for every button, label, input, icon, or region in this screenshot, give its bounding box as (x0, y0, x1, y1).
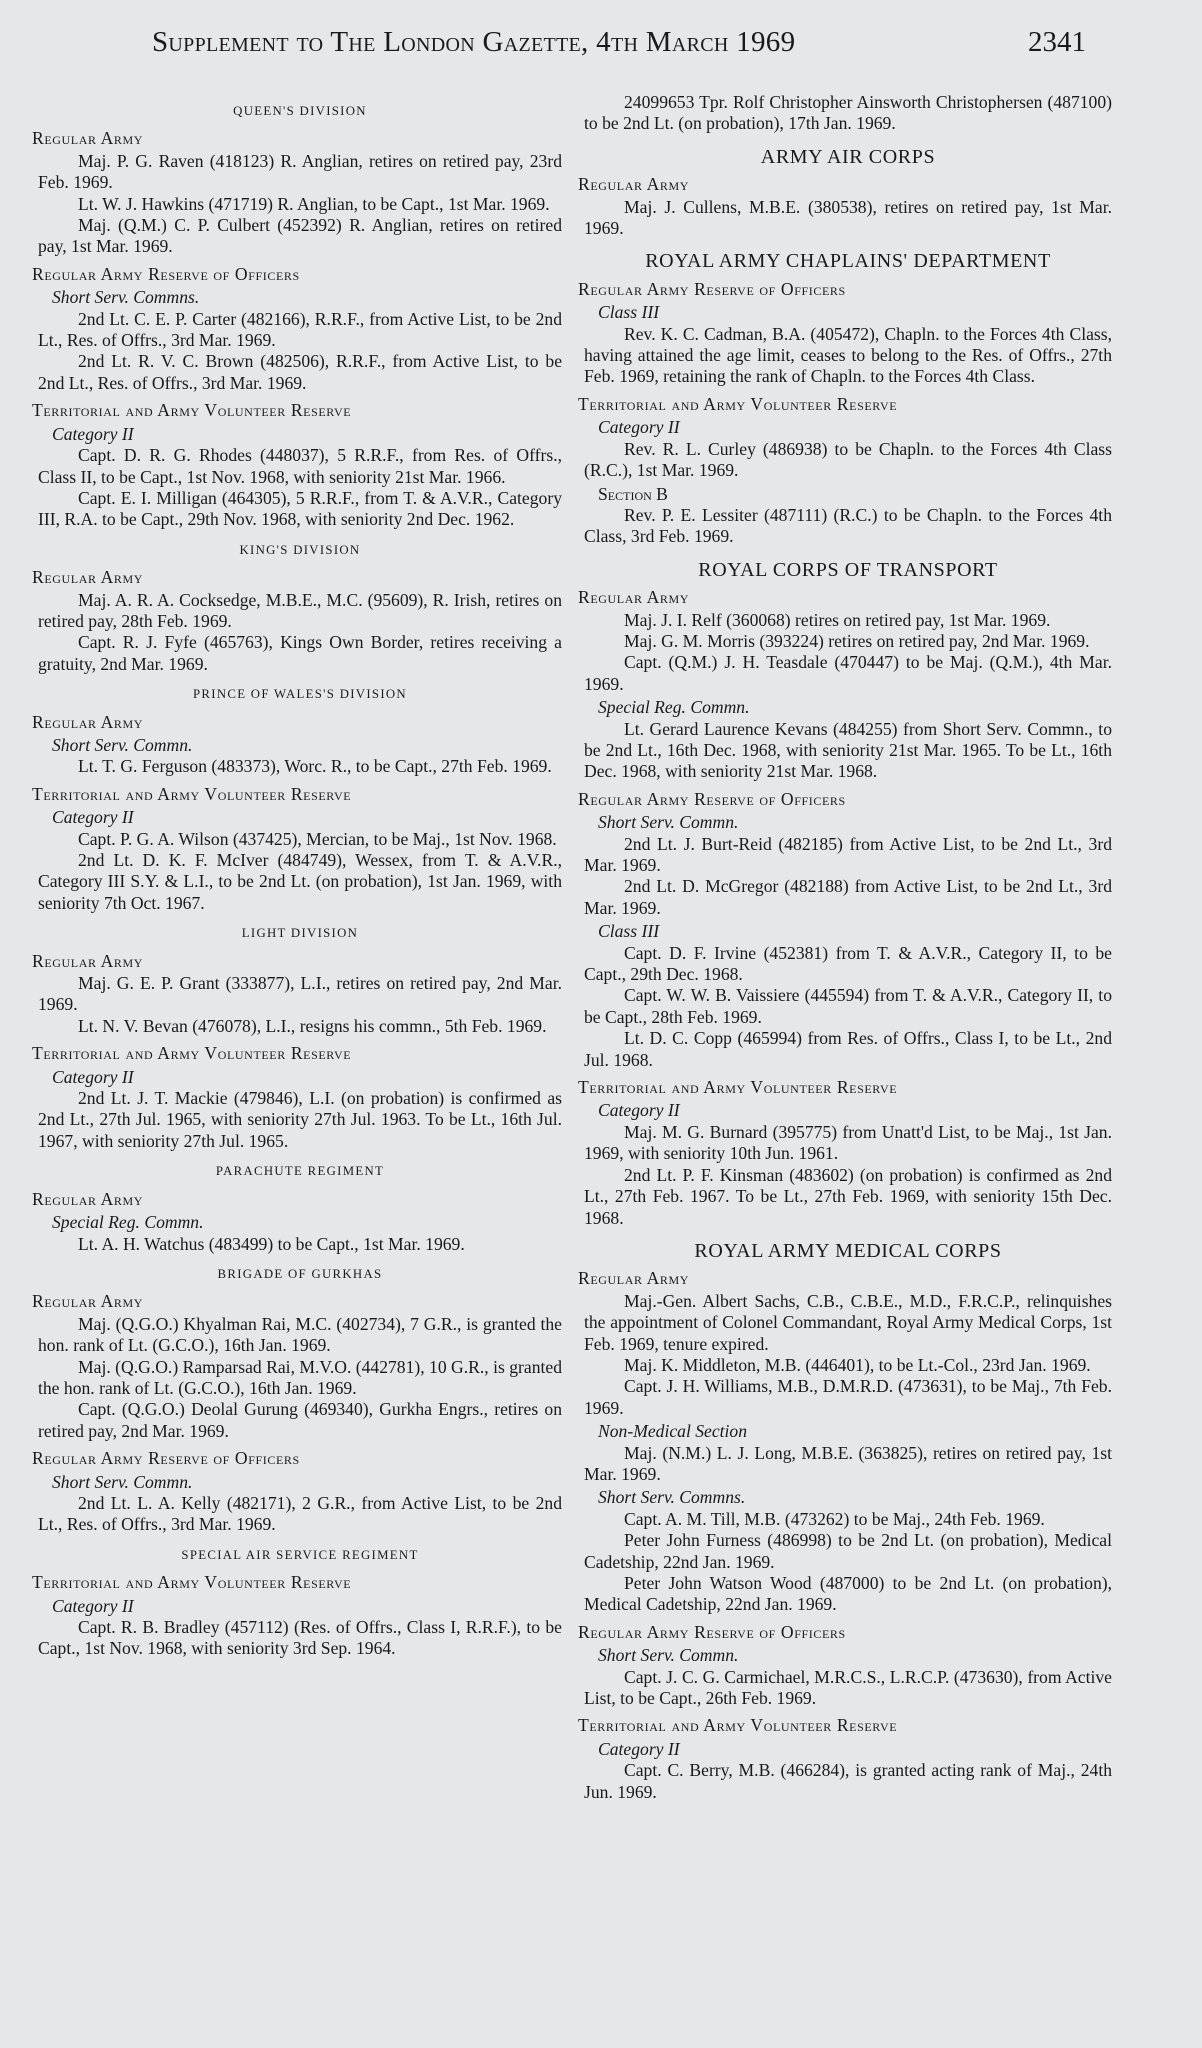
gazette-entry: 2nd Lt. D. K. F. McIver (484749), Wessex, from T. & A.V.R., Category III S.Y. & L.I., to be 2nd Lt. (on probation), 1st Jan. 1969, with seniority 7th Oct. 1967. (38, 850, 562, 913)
subsection-heading: Category II (52, 423, 134, 444)
gazette-entry: Maj. J. Cullens, M.B.E. (380538), retires on retired pay, 1st Mar. 1969. (584, 196, 1112, 239)
section-heading: Regular Army (32, 711, 144, 732)
subsection-heading: Short Serv. Commn. (598, 812, 739, 833)
subsection-heading: Special Reg. Commn. (598, 697, 750, 718)
section-heading: Regular Army Reserve of Officers (578, 278, 846, 299)
division-heading: SPECIAL AIR SERVICE REGIMENT (181, 1547, 419, 1562)
section-heading: Regular Army (578, 1268, 690, 1289)
entries-block (38, 590, 562, 676)
entries-block (584, 943, 1112, 1071)
subsection-heading: Category II (598, 1738, 680, 1759)
right-column (578, 92, 1118, 2022)
gazette-entry: Maj. M. G. Burnard (395775) from Unatt'd List, to be Maj., 1st Jan. 1969, with seniority 10th Jun. 1961. (584, 1121, 1112, 1164)
entries-block (38, 151, 562, 258)
gazette-entry: 24099653 Tpr. Rolf Christopher Ainsworth Christophersen (487100) to be 2nd Lt. (on probation), 17th Jan. 1969. (584, 92, 1112, 134)
gazette-entry: Peter John Watson Wood (487000) to be 2nd Lt. (on probation), Medical Cadetship, 22nd Jan. 1969. (584, 1573, 1112, 1615)
gazette-entry: 2nd Lt. P. F. Kinsman (483602) (on probation) is confirmed as 2nd Lt., 27th Feb. 1967. To be Lt., 27th Feb. 1969, with seniority 15th Dec. 1968. (584, 1164, 1112, 1228)
subsection-heading: Section B (598, 483, 668, 504)
section-heading: Territorial and Army Volunteer Reserve (578, 393, 898, 414)
entries-block (584, 197, 1112, 240)
entries-block (584, 1443, 1112, 1486)
entries-block (584, 1122, 1112, 1229)
entries-block (38, 445, 562, 531)
section-heading: Regular Army (578, 587, 690, 608)
gazette-entry: Maj. (Q.M.) C. P. Culbert (452392) R. Anglian, retires on retired pay, 1st Mar. 1969. (38, 215, 562, 257)
division-heading: LIGHT DIVISION (241, 926, 359, 941)
subsection-heading: Category II (52, 1066, 134, 1087)
gazette-entry: Maj. (N.M.) L. J. Long, M.B.E. (363825), retires on retired pay, 1st Mar. 1969. (584, 1442, 1112, 1484)
section-heading: Regular Army (32, 567, 144, 588)
gazette-entry: Capt. D. R. G. Rhodes (448037), 5 R.R.F., from Res. of Offrs., Class II, to be Capt., 1st Nov. 1968, with seniority 21st Mar. 1966. (38, 445, 562, 487)
gazette-entry: Lt. N. V. Bevan (476078), L.I., resigns his commn., 5th Feb. 1969. (78, 1015, 547, 1036)
corps-heading: ROYAL ARMY MEDICAL CORPS (694, 1239, 1002, 1262)
entries-block (584, 1760, 1112, 1803)
gazette-entry: Capt. D. F. Irvine (452381) from T. & A.V.R., Category II, to be Capt., 29th Dec. 1968. (584, 942, 1112, 985)
gazette-entry: Maj. A. R. A. Cocksedge, M.B.E., M.C. (95609), R. Irish, retires on retired pay, 28th Feb. 1969. (38, 589, 562, 631)
entries-block (38, 1314, 562, 1442)
division-heading: QUEEN'S DIVISION (233, 104, 367, 118)
gazette-entry: Capt. J. C. G. Carmichael, M.R.C.S., L.R.C.P. (473630), from Active List, to be Capt., 26th Feb. 1969. (584, 1666, 1112, 1709)
gazette-entry: Lt. W. J. Hawkins (471719) R. Anglian, to be Capt., 1st Mar. 1969. (78, 193, 550, 214)
entries-block (584, 1667, 1112, 1710)
gazette-entry: Capt. C. Berry, M.B. (466284), is granted acting rank of Maj., 24th Jun. 1969. (584, 1760, 1112, 1802)
gazette-entry: Rev. P. E. Lessiter (487111) (R.C.) to be Chapln. to the Forces 4th Class, 3rd Feb. 1969. (584, 504, 1112, 547)
section-heading: Regular Army Reserve of Officers (578, 788, 846, 809)
page-number: 2341 (1028, 26, 1086, 58)
section-heading: Regular Army Reserve of Officers (578, 1621, 846, 1642)
gazette-entry: Maj. J. I. Relf (360068) retires on retired pay, 1st Mar. 1969. (624, 609, 1051, 630)
section-heading: Territorial and Army Volunteer Reserve (578, 1077, 898, 1098)
subsection-heading: Short Serv. Commn. (52, 1471, 193, 1492)
gazette-entry: Capt. R. J. Fyfe (465763), Kings Own Border, retires receiving a gratuity, 2nd Mar. 1969. (38, 632, 562, 674)
corps-heading: ARMY AIR CORPS (760, 145, 936, 168)
entries-block (38, 1617, 562, 1660)
gazette-entry: Capt. R. B. Bradley (457112) (Res. of Offrs., Class I, R.R.F.), to be Capt., 1st Nov. 1968, with seniority 3rd Sep. 1964. (38, 1617, 562, 1659)
gazette-entry: Maj. G. M. Morris (393224) retires on retired pay, 2nd Mar. 1969. (624, 630, 1090, 651)
entries-block (584, 439, 1112, 482)
gazette-title: Supplement to The London Gazette, 4th March 1969 (152, 26, 796, 58)
gazette-entry: Lt. T. G. Ferguson (483373), Worc. R., to be Capt., 27th Feb. 1969. (78, 756, 552, 777)
gazette-entry: 2nd Lt. R. V. C. Brown (482506), R.R.F., from Active List, to be 2nd Lt., Res. of Offrs., 3rd Mar. 1969. (38, 351, 562, 393)
gazette-entry: Capt. E. I. Milligan (464305), 5 R.R.F., from T. & A.V.R., Category III, R.A. to be Capt., 29th Nov. 1968, with seniority 2nd Dec. 1962. (38, 487, 562, 530)
gazette-entry: 2nd Lt. D. McGregor (482188) from Active List, to be 2nd Lt., 3rd Mar. 1969. (584, 876, 1112, 918)
gazette-entry: Lt. A. H. Watchus (483499) to be Capt., 1st Mar. 1969. (78, 1233, 465, 1254)
division-heading: PRINCE OF WALES'S DIVISION (193, 687, 407, 702)
section-heading: Regular Army (578, 174, 690, 195)
division-heading: BRIGADE OF GURKHAS (217, 1266, 383, 1281)
gazette-entry: Lt. D. C. Copp (465994) from Res. of Offrs., Class I, to be Lt., 2nd Jul. 1968. (584, 1028, 1112, 1070)
gazette-entry: Capt. W. W. B. Vaissiere (445594) from T. & A.V.R., Category II, to be Capt., 28th Feb. 1969. (584, 985, 1112, 1027)
gazette-entry: Maj. P. G. Raven (418123) R. Anglian, retires on retired pay, 23rd Feb. 1969. (38, 150, 562, 193)
gazette-entry: Lt. Gerard Laurence Kevans (484255) from Short Serv. Commn., to be 2nd Lt., 16th Dec. 1968, with seniority 21st Mar. 1965. To be Lt., 16th Dec. 1968, with seniority 21st Mar. 1968. (584, 718, 1112, 782)
gazette-entry: Rev. K. C. Cadman, B.A. (405472), Chapln. to the Forces 4th Class, having attained the age limit, ceases to belong to the Res. of Offrs., 27th Feb. 1969, retaining the rank of Chapln. to the Forces 4th Class. (584, 323, 1112, 387)
section-heading: Regular Army (32, 950, 144, 971)
page-header (0, 26, 1202, 76)
gazette-entry: 2nd Lt. L. A. Kelly (482171), 2 G.R., from Active List, to be 2nd Lt., Res. of Offrs., 3rd Mar. 1969. (38, 1492, 562, 1535)
gazette-entry: Maj. K. Middleton, M.B. (446401), to be Lt.-Col., 23rd Jan. 1969. (624, 1354, 1091, 1375)
subsection-heading: Category II (52, 807, 134, 828)
entries-block (38, 973, 562, 1037)
subsection-heading: Class III (598, 921, 660, 942)
entries-block (584, 505, 1112, 548)
subsection-heading: Category II (52, 1595, 134, 1616)
gazette-entry: Rev. R. L. Curley (486938) to be Chapln. to the Forces 4th Class (R.C.), 1st Mar. 1969. (584, 438, 1112, 481)
gazette-entry: Capt. (Q.M.) J. H. Teasdale (470447) to be Maj. (Q.M.), 4th Mar. 1969. (584, 652, 1112, 694)
entries-block (584, 1509, 1112, 1616)
gazette-entry: 2nd Lt. J. T. Mackie (479846), L.I. (on probation) is confirmed as 2nd Lt., 27th Jul. 1965, with seniority 27th Jul. 1963. To be Lt., 16th Jul. 1967, with seniority 27th Jul. 1965. (38, 1088, 562, 1151)
gazette-entry: Maj. (Q.G.O.) Khyalman Rai, M.C. (402734), 7 G.R., is granted the hon. rank of Lt. (G.C.O.), 16th Jan. 1969. (38, 1313, 562, 1356)
subsection-heading: Short Serv. Commns. (52, 287, 200, 308)
entries-block (584, 610, 1112, 696)
division-heading: PARACHUTE REGIMENT (215, 1164, 385, 1179)
subsection-heading: Special Reg. Commn. (52, 1212, 204, 1233)
subsection-heading: Short Serv. Commn. (52, 734, 193, 755)
gazette-entry: Capt. A. M. Till, M.B. (473262) to be Maj., 24th Feb. 1969. (624, 1508, 1045, 1529)
gazette-entry: Maj. (Q.G.O.) Ramparsad Rai, M.V.O. (442781), 10 G.R., is granted the hon. rank of Lt. (G.C.O.), 16th Jan. 1969. (38, 1356, 562, 1398)
entries-block (584, 719, 1112, 783)
section-heading: Territorial and Army Volunteer Reserve (578, 1715, 898, 1736)
section-heading: Regular Army Reserve of Officers (32, 1448, 300, 1469)
gazette-entry: Peter John Furness (486998) to be 2nd Lt. (on probation), Medical Cadetship, 22nd Jan. 1969. (584, 1530, 1112, 1572)
entries-block (38, 309, 562, 395)
corps-heading: ROYAL ARMY CHAPLAINS' DEPARTMENT (645, 250, 1051, 273)
entries-block (38, 1493, 562, 1536)
entries-block (584, 92, 1112, 135)
subsection-heading: Category II (598, 1100, 680, 1121)
gazette-entry: Capt. (Q.G.O.) Deolal Gurung (469340), Gurkha Engrs., retires on retired pay, 2nd Mar. 1969. (38, 1399, 562, 1441)
entries-block (38, 756, 562, 777)
entries-block (38, 1234, 562, 1255)
subsection-heading: Class III (598, 302, 660, 323)
gazette-entry: Capt. P. G. A. Wilson (437425), Mercian, to be Maj., 1st Nov. 1968. (78, 828, 557, 849)
corps-heading: ROYAL CORPS OF TRANSPORT (698, 558, 998, 581)
subsection-heading: Short Serv. Commns. (598, 1487, 746, 1508)
section-heading: Regular Army (32, 128, 144, 149)
subsection-heading: Category II (598, 417, 680, 438)
left-column (32, 92, 568, 2022)
gazette-entry: Capt. J. H. Williams, M.B., D.M.R.D. (473631), to be Maj., 7th Feb. 1969. (584, 1376, 1112, 1418)
gazette-entry: Maj.-Gen. Albert Sachs, C.B., C.B.E., M.D., F.R.C.P., relinquishes the appointment of Colonel Commandant, Royal Army Medical Corps, 1st Feb. 1969, tenure expired. (584, 1290, 1112, 1354)
entries-block (584, 324, 1112, 388)
section-heading: Territorial and Army Volunteer Reserve (32, 1043, 352, 1064)
section-heading: Territorial and Army Volunteer Reserve (32, 1572, 352, 1593)
gazette-entry: 2nd Lt. C. E. P. Carter (482166), R.R.F., from Active List, to be 2nd Lt., Res. of Offrs., 3rd Mar. 1969. (38, 308, 562, 351)
section-heading: Regular Army (32, 1291, 144, 1312)
entries-block (38, 829, 562, 915)
gazette-entry: Maj. G. E. P. Grant (333877), L.I., retires on retired pay, 2nd Mar. 1969. (38, 973, 562, 1015)
section-heading: Regular Army (32, 1188, 144, 1209)
subsection-heading: Non-Medical Section (598, 1421, 748, 1442)
entries-block (584, 834, 1112, 920)
section-heading: Regular Army Reserve of Officers (32, 263, 300, 284)
section-heading: Territorial and Army Volunteer Reserve (32, 400, 352, 421)
gazette-entry: 2nd Lt. J. Burt-Reid (482185) from Active List, to be 2nd Lt., 3rd Mar. 1969. (584, 833, 1112, 875)
entries-block (38, 1088, 562, 1152)
section-heading: Territorial and Army Volunteer Reserve (32, 783, 352, 804)
entries-block (584, 1291, 1112, 1419)
division-heading: KING'S DIVISION (239, 542, 361, 557)
subsection-heading: Short Serv. Commn. (598, 1645, 739, 1666)
